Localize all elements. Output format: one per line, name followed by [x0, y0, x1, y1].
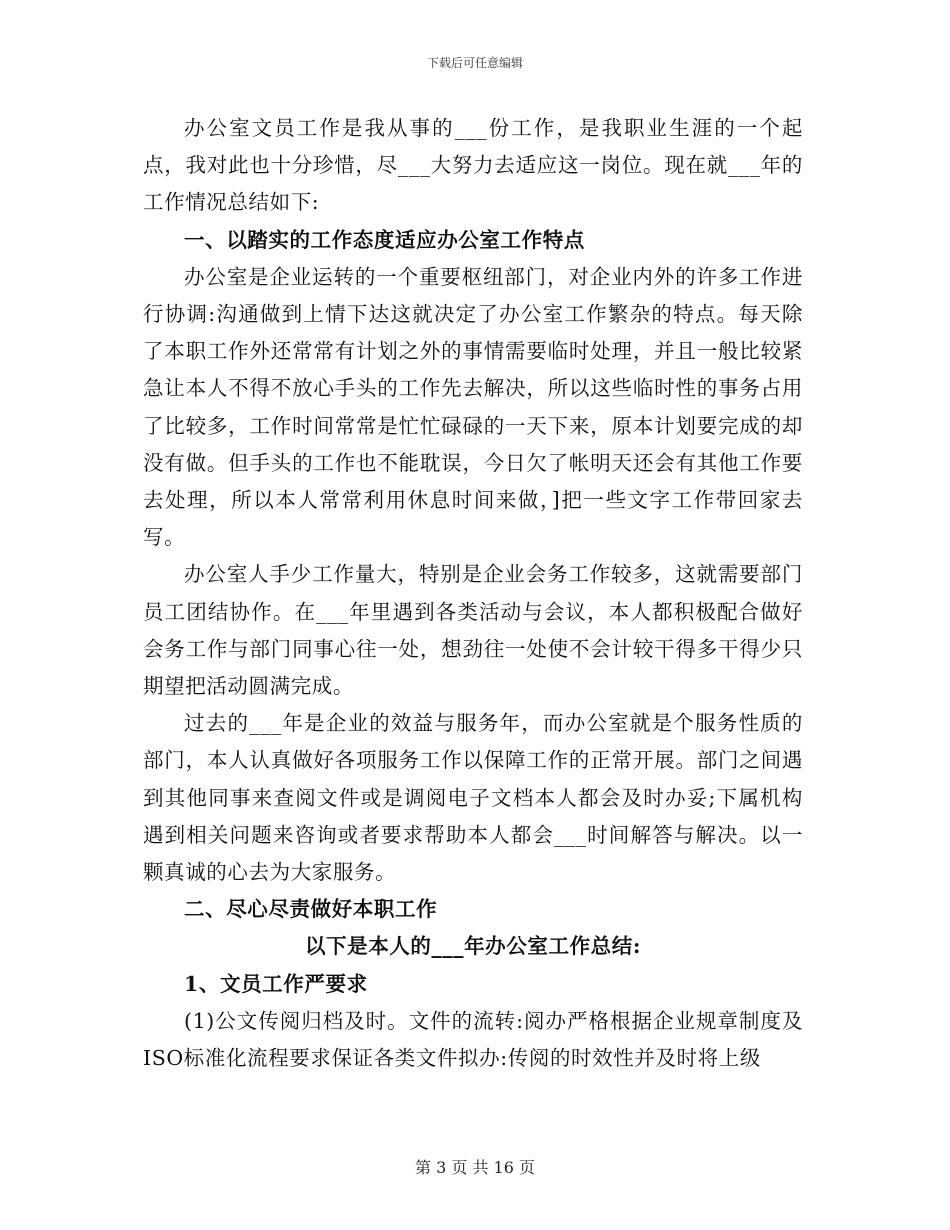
intro-paragraph: 办公室文员工作是我从事的___份工作，是我职业生涯的一个起点，我对此也十分珍惜，尽___大努力去适应这一岗位。现在就___年的工作情况总结如下:	[143, 116, 803, 215]
paragraph-teamwork: 办公室人手少工作量大，特别是企业会务工作较多，这就需要部门员工团结协作。在___年里遇到各类活动与会议，本人都积极配合做好会务工作与部门同事心往一处，想劲往一处使不会计较干得多干得少只期望把活动圆满完成。	[143, 562, 803, 699]
paragraph-service: 过去的___年是企业的效益与服务年，而办公室就是个服务性质的部门，本人认真做好各项服务工作以保障工作的正常开展。部门之间遇到其他同事来查阅文件或是调阅电子文档本人都会及时办妥;下属机构遇到相关问题来咨询或者要求帮助本人都会___时间解答与解决。以一颗真诚的心去为大家服务。	[143, 711, 803, 885]
page-footer: 第 3 页 共 16 页	[415, 1158, 535, 1177]
page-header: 下载后可任意编辑	[426, 56, 523, 70]
paragraph-document-handling: (1)公文传阅归档及时。文件的流转:阅办严格根据企业规章制度及ISO标准化流程要求保证各类文件拟办:传阅的时效性并及时将上级	[143, 1008, 803, 1071]
centered-subtitle: 以下是本人的___年办公室工作总结:	[304, 934, 642, 959]
paragraph-office-role: 办公室是企业运转的一个重要枢纽部门，对企业内外的许多工作进行协调:沟通做到上情下达这就决定了办公室工作繁杂的特点。每天除了本职工作外还常常有计划之外的事情需要临时处理，并且一般比较紧急让本人不得不放心手头的工作先去解决，所以这些临时性的事务占用了比较多，工作时间常常是忙忙碌碌的一天下来，原本计划要完成的却没有做。但手头的工作也不能耽误，今日欠了帐明天还会有其他工作要去处理，所以本人常常利用休息时间来做，]把一些文字工作带回家去写。	[143, 264, 803, 550]
subsection-heading-1: 1、文员工作严要求	[184, 971, 368, 996]
section-heading-1: 一、以踏实的工作态度适应办公室工作特点	[184, 227, 585, 252]
document-body	[143, 110, 803, 1077]
section-heading-2: 二、尽心尽责做好本职工作	[184, 897, 438, 922]
